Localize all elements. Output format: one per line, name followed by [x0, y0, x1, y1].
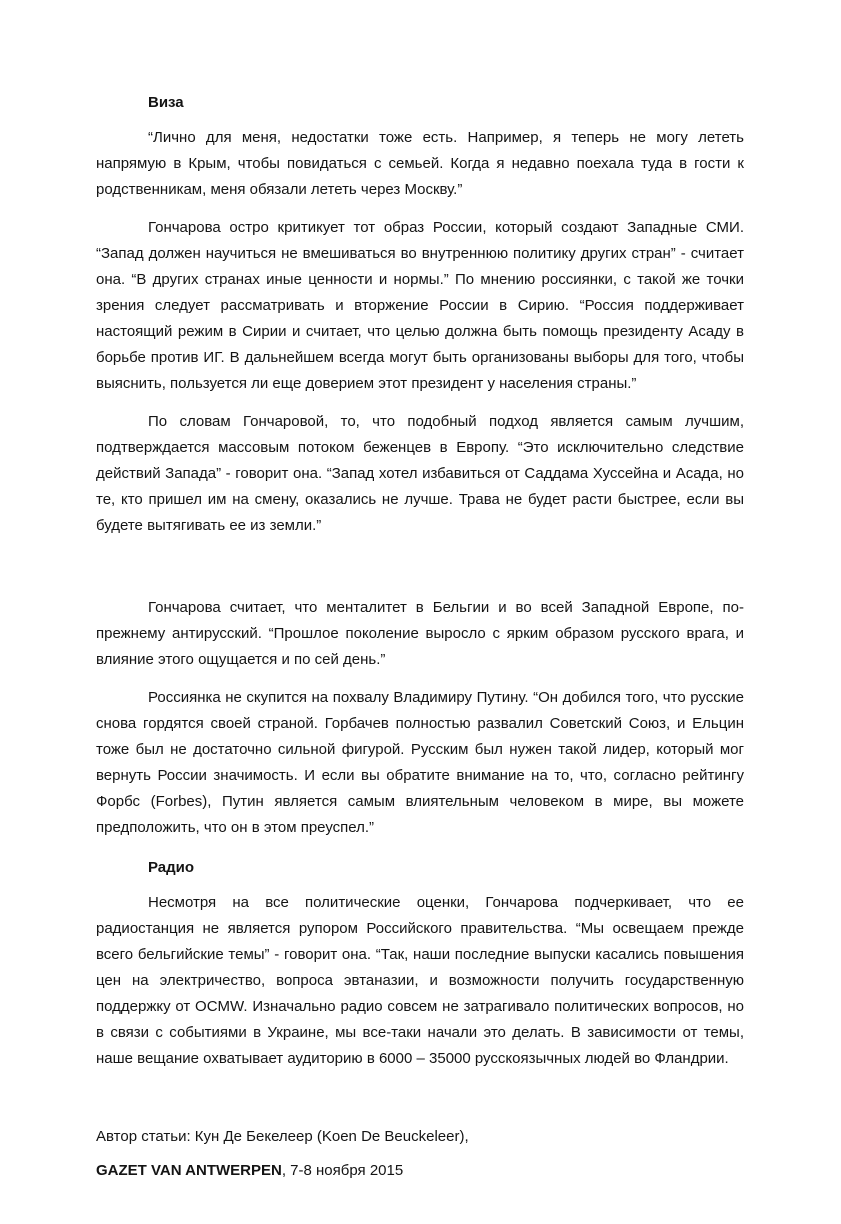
- paragraph-radio-1: Несмотря на все политические оценки, Гончарова подчеркивает, что ее радиостанция не является рупором Российского правительства. “Мы освещаем прежде всего бельгийские темы” - говорит она. “Так, наши последние выпуски касались повышения цен на электричество, вопроса эвтаназии, и возможности получить государственную поддержку от OCMW. Изначально радио совсем не затрагивало политических вопросов, но в связи с событиями в Украине, мы все-таки начали это делать. В зависимости от темы, наше вещание охватывает аудиторию в 6000 – 35000 русскоязычных людей во Фландрии.: [96, 894, 744, 1067]
- source-name: GAZET VAN ANTWERPEN: [96, 1162, 282, 1179]
- paragraph-mentality-1: Гончарова считает, что менталитет в Бельгии и во всей Западной Европе, по-прежнему антирусский. “Прошлое поколение выросло с ярким образом русского врага, и влияние этого ощущается и по сей день.”: [96, 599, 744, 668]
- source-line: [96, 1158, 744, 1184]
- section-heading-visa: Виза: [148, 94, 184, 111]
- paragraph-visa-3: По словам Гончаровой, то, что подобный подход является самым лучшим, подтверждается массовым потоком беженцев в Европу. “Это исключительно следствие действий Запада” - говорит она. “Запад хотел избавиться от Саддама Хуссейна и Асада, но те, кто пришел им на смену, оказались не лучше. Трава не будет расти быстрее, если вы будете вытягивать ее из земли.”: [96, 413, 744, 534]
- source-date: , 7-8 ноября 2015: [281, 1162, 404, 1179]
- paragraph-visa-1: “Лично для меня, недостатки тоже есть. Например, я теперь не могу лететь напрямую в Крым, чтобы повидаться с семьей. Когда я недавно поехала туда в гости к родственникам, меня обязали лететь через Москву.”: [96, 129, 744, 198]
- paragraph-visa-2: Гончарова остро критикует тот образ России, который создают Западные СМИ. “Запад должен научиться не вмешиваться во внутреннюю политику других стран” - считает она. “В других странах иные ценности и нормы.” По мнению россиянки, с такой же точки зрения следует рассматривать и вторжение России в Сирию. “Россия поддерживает настоящий режим в Сирии и считает, что целью должна быть помощь президенту Асаду в борьбе против ИГ. В дальнейшем всегда могут быть организованы выборы для того, чтобы выяснить, пользуется ли еще доверием этот президент у населения страны.”: [96, 219, 744, 392]
- author-line: Автор статьи: Кун Де Бекелеер (Koen De Beuckeleer),: [96, 1128, 469, 1145]
- paragraph-mentality-2: Россиянка не скупится на похвалу Владимиру Путину. “Он добился того, что русские снова гордятся своей страной. Горбачев полностью развалил Советский Союз, и Ельцин тоже был не достаточно сильной фигурой. Русским был нужен такой лидер, который мог вернуть России значимость. И если вы обратите внимание на то, что, согласно рейтингу Форбс (Forbes), Путин является самым влиятельным человеком в мире, вы можете предположить, что он в этом преуспел.”: [96, 689, 744, 836]
- section-heading-radio: Радио: [148, 859, 195, 876]
